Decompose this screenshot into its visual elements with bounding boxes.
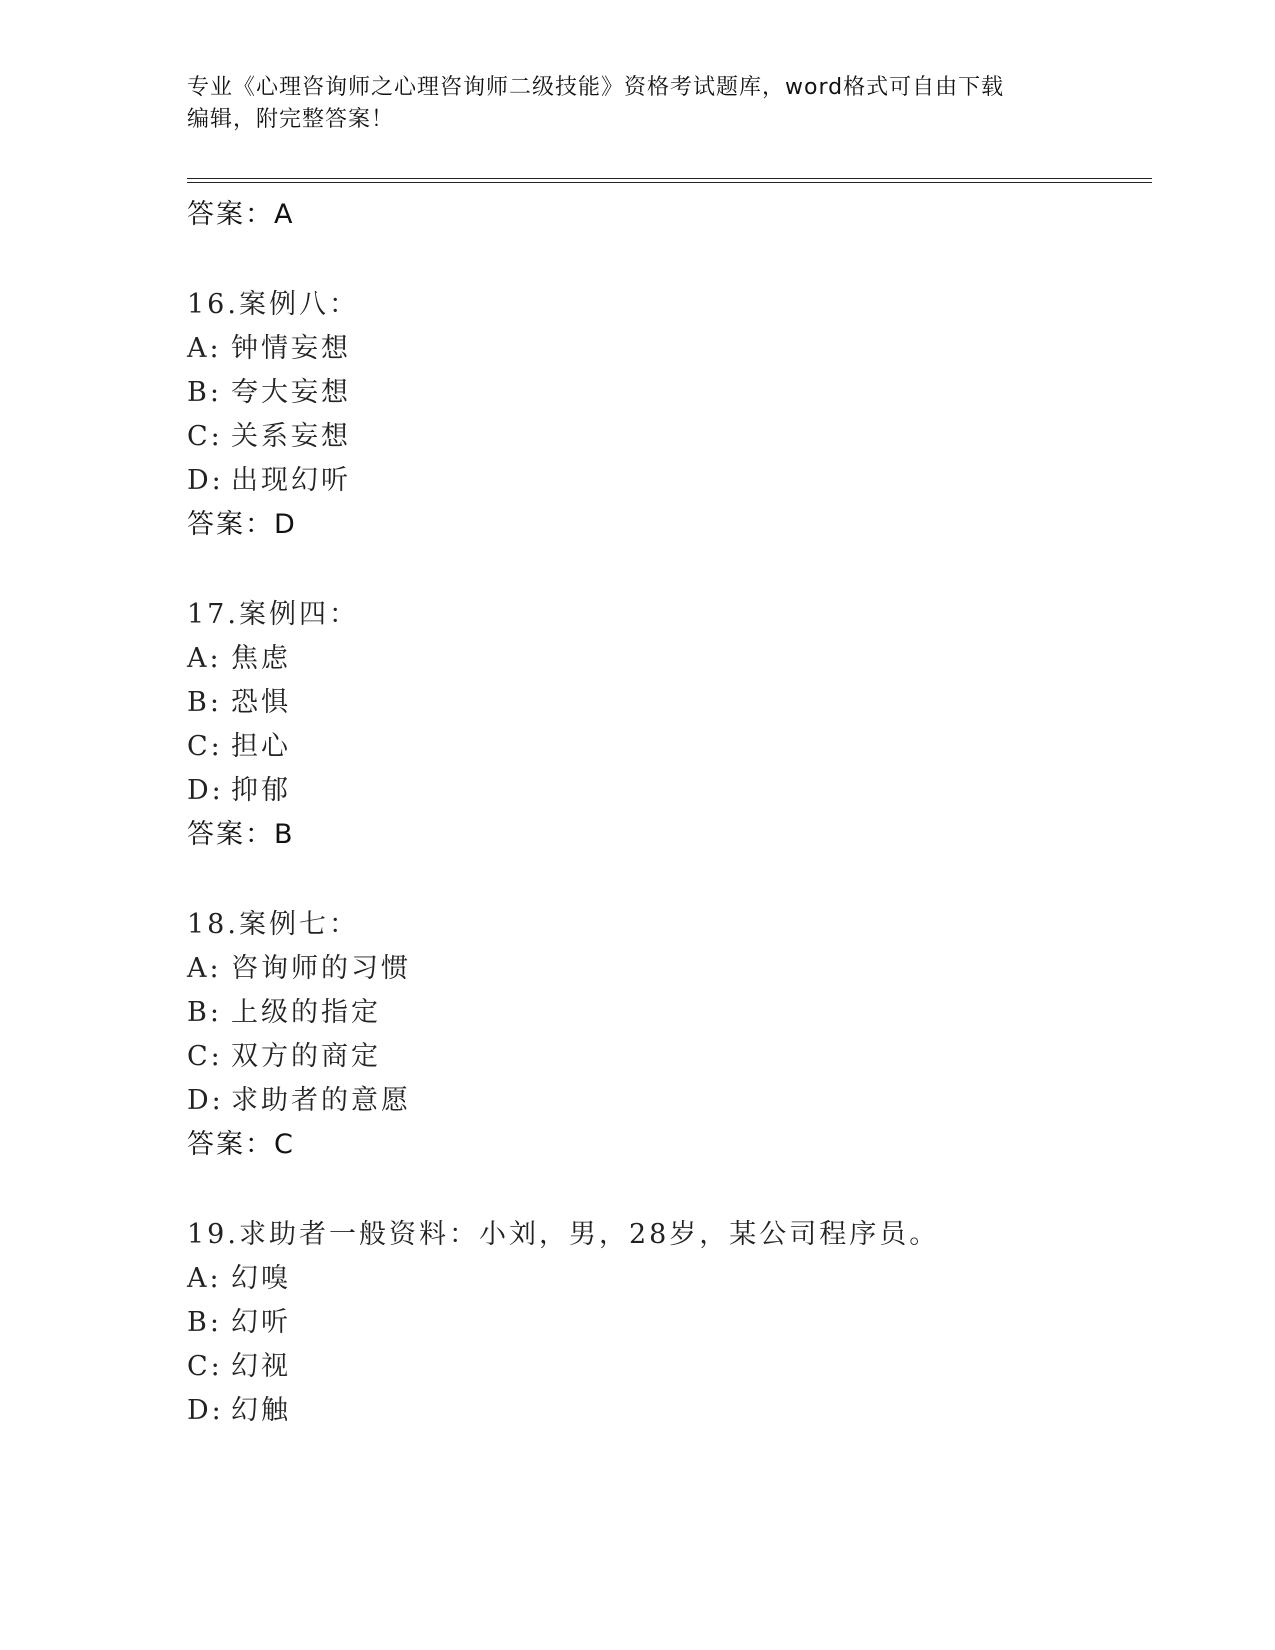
option-text: 钟情妄想 bbox=[231, 333, 351, 364]
option-line bbox=[187, 1256, 291, 1295]
option-line bbox=[187, 370, 351, 409]
answer-line: 答案：D bbox=[187, 509, 297, 540]
option-letter: C: bbox=[187, 1041, 223, 1072]
option-text: 幻触 bbox=[231, 1395, 291, 1426]
option-text: 恐惧 bbox=[231, 687, 291, 718]
option-line bbox=[187, 636, 291, 675]
option-text: 幻嗅 bbox=[231, 1263, 291, 1294]
option-text: 夸大妄想 bbox=[231, 377, 351, 408]
option-text: 幻视 bbox=[231, 1351, 291, 1382]
option-letter: D: bbox=[187, 1085, 224, 1116]
option-letter: A: bbox=[187, 953, 222, 984]
option-text: 出现幻听 bbox=[231, 465, 351, 496]
option-text: 咨询师的习惯 bbox=[231, 953, 411, 984]
option-letter: B: bbox=[187, 687, 222, 718]
option-line bbox=[187, 1388, 291, 1427]
option-letter: A: bbox=[187, 1263, 222, 1294]
option-text: 关系妄想 bbox=[231, 421, 351, 452]
header-line-1: 专业《心理咨询师之心理咨询师二级技能》资格考试题库，word格式可自由下载 bbox=[187, 75, 1005, 100]
option-line bbox=[187, 414, 351, 453]
document-header bbox=[187, 72, 1067, 136]
divider-line-bottom bbox=[187, 182, 1152, 183]
option-letter: B: bbox=[187, 997, 222, 1028]
option-letter: D: bbox=[187, 465, 224, 496]
option-line bbox=[187, 1300, 291, 1339]
option-letter: B: bbox=[187, 377, 222, 408]
option-text: 焦虑 bbox=[231, 643, 291, 674]
option-letter: C: bbox=[187, 421, 223, 452]
option-letter: D: bbox=[187, 775, 224, 806]
option-letter: A: bbox=[187, 333, 222, 364]
question-stem: 17.案例四： bbox=[187, 599, 359, 630]
option-text: 幻听 bbox=[231, 1307, 291, 1338]
option-line bbox=[187, 946, 411, 985]
option-line bbox=[187, 1034, 381, 1073]
question-stem: 19.求助者一般资料：小刘，男，28岁，某公司程序员。 bbox=[187, 1219, 940, 1250]
divider-line-top bbox=[187, 178, 1152, 179]
option-letter: B: bbox=[187, 1307, 222, 1338]
answer-line: 答案：C bbox=[187, 1129, 295, 1160]
option-text: 担心 bbox=[231, 731, 291, 762]
option-letter: C: bbox=[187, 731, 223, 762]
option-letter: A: bbox=[187, 643, 222, 674]
option-line bbox=[187, 768, 291, 807]
option-text: 上级的指定 bbox=[231, 997, 381, 1028]
option-line bbox=[187, 1344, 291, 1383]
header-divider bbox=[187, 178, 1152, 183]
question-stem: 16.案例八： bbox=[187, 289, 359, 320]
option-line bbox=[187, 326, 351, 365]
option-line bbox=[187, 1078, 411, 1117]
option-text: 求助者的意愿 bbox=[231, 1085, 411, 1116]
option-line bbox=[187, 990, 381, 1029]
header-line-2: 编辑，附完整答案！ bbox=[187, 107, 395, 132]
option-line bbox=[187, 724, 291, 763]
answer-line: 答案：B bbox=[187, 819, 295, 850]
option-letter: D: bbox=[187, 1395, 224, 1426]
option-line bbox=[187, 680, 291, 719]
option-letter: C: bbox=[187, 1351, 223, 1382]
answer-line: 答案：A bbox=[187, 199, 295, 230]
question-stem: 18.案例七： bbox=[187, 909, 359, 940]
option-text: 双方的商定 bbox=[231, 1041, 381, 1072]
option-text: 抑郁 bbox=[231, 775, 291, 806]
option-line bbox=[187, 458, 351, 497]
